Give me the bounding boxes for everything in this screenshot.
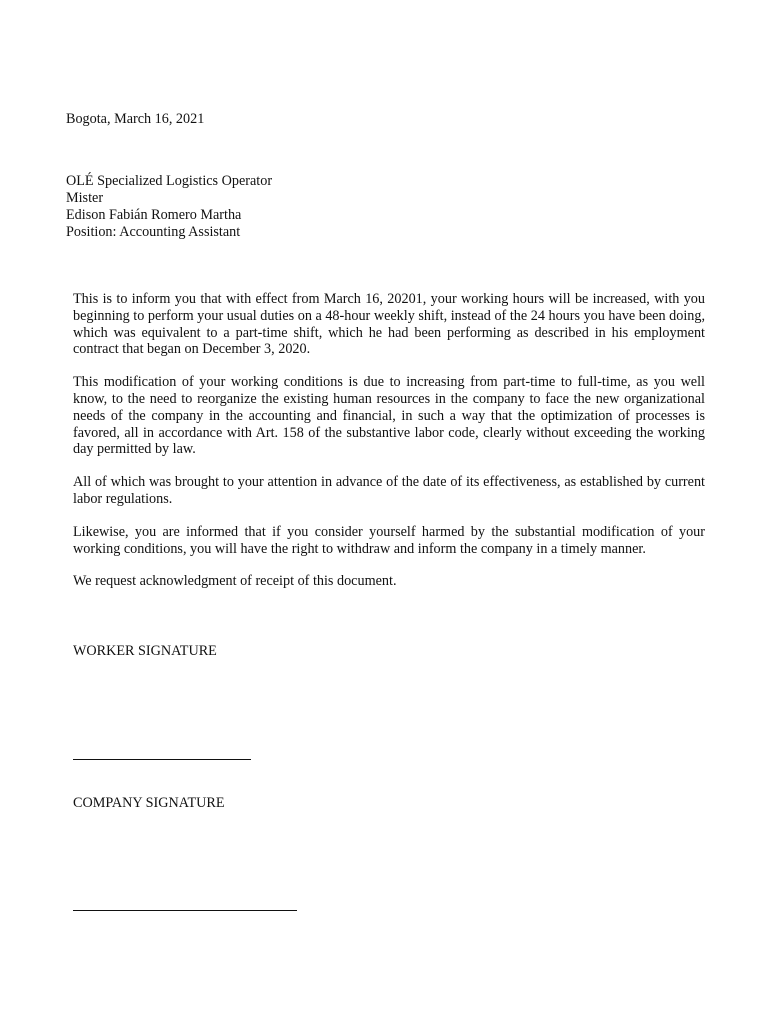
- recipient-company: OLÉ Specialized Logistics Operator: [66, 173, 273, 189]
- recipient-salutation: Mister: [66, 190, 104, 206]
- paragraph-acknowledgment: We request acknowledgment of receipt of this document.: [73, 573, 397, 590]
- date-line: Bogota, March 16, 2021: [66, 111, 205, 127]
- recipient-block: [66, 173, 272, 241]
- paragraph-notice: This is to inform you that with effect from March 16, 20201, your working hours will be increased, with you beginning to perform your usual duties on a 48-hour weekly shift, instead of the 24 hours you have been doing, which was equivalent to a part-time shift, which he had been performing as described in his employment contract that began on December 3, 2020.: [73, 291, 705, 358]
- letter-body: [73, 291, 705, 590]
- worker-signature-label: WORKER SIGNATURE: [73, 643, 217, 659]
- worker-signature-line: [73, 759, 251, 760]
- company-signature-label: COMPANY SIGNATURE: [73, 795, 225, 811]
- paragraph-withdraw-right: Likewise, you are informed that if you consider yourself harmed by the substantial modification of your working conditions, you will have the right to withdraw and inform the company in a timely manner.: [73, 523, 705, 557]
- recipient-position: Position: Accounting Assistant: [66, 224, 241, 240]
- paragraph-reason: This modification of your working conditions is due to increasing from part-time to full-time, as you well know, to the need to reorganize the existing human resources in the company to face the new organizational needs of the company in the accounting and financial, in such a way that the optimization of processes is favored, all in accordance with Art. 158 of the substantive labor code, clearly without exceeding the working day permitted by law.: [73, 374, 705, 458]
- paragraph-advance-notice: All of which was brought to your attention in advance of the date of its effectiveness, as established by current labor regulations.: [73, 474, 705, 507]
- recipient-name: Edison Fabián Romero Martha: [66, 207, 242, 223]
- company-signature-line: [73, 910, 297, 911]
